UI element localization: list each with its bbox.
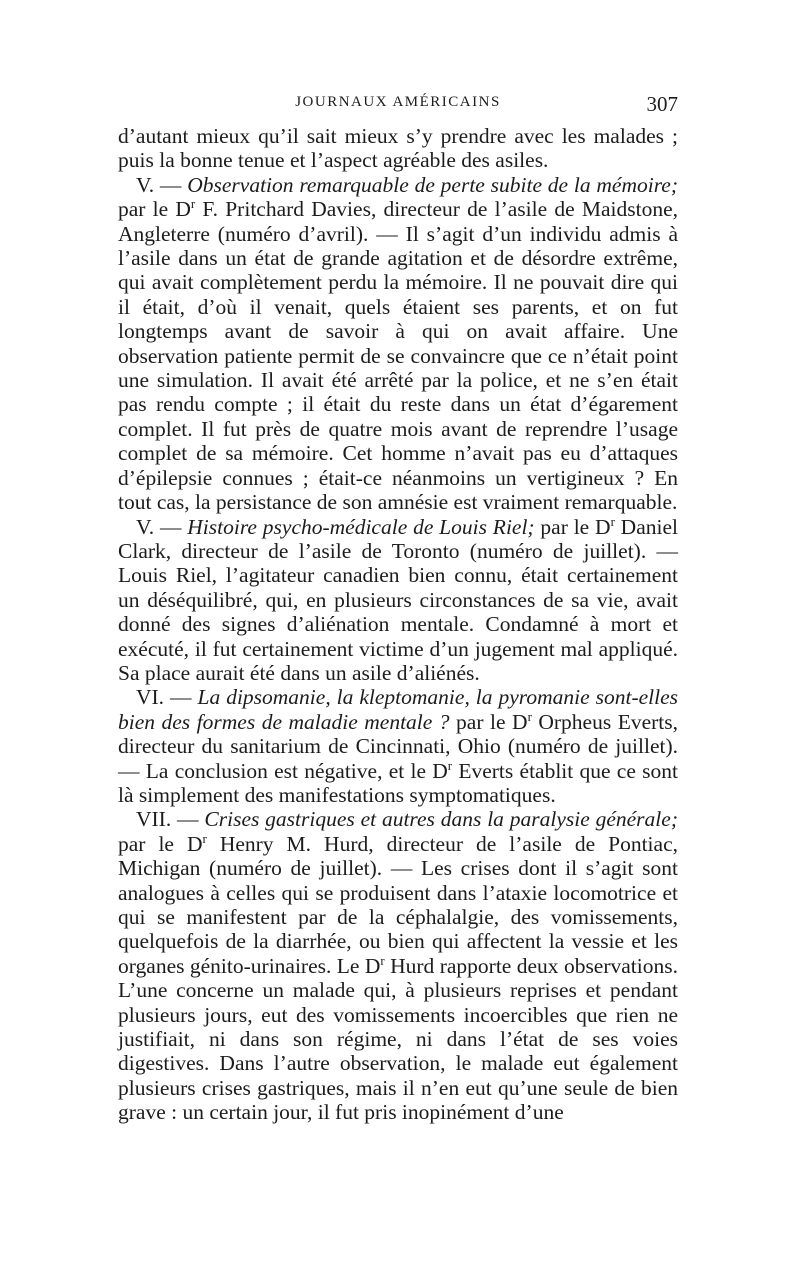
italic-title: Crises gastriques et autres dans la paralysie générale; [204,807,678,832]
text-run: VII. — [136,807,205,832]
text-run: Daniel Clark, directeur de l’asile de Toronto (numéro de juillet). — Louis Riel, l’agitateur canadien bien connu, était certainement un déséquilibré, qui, en plusieurs circonstances de sa vie, avait donné des signes d’aliénation mentale. Condamné à mort et exécuté, il fut certainement victime d’un jugement mal appliqué. Sa place aurait été dans un asile d’aliénés. [118,514,678,685]
page-number: 307 [646,92,678,116]
text-run: d’autant mieux qu’il sait mieux s’y prendre avec les malades ; puis la bonne tenue et l’aspect agréable des asiles. [118,124,678,173]
italic-title: Histoire psycho-médicale de Louis Riel; [187,514,535,539]
superscript: r [610,514,615,529]
text-run: par le D [449,709,528,734]
page-header [118,92,678,114]
running-title: JOURNAUX AMÉRICAINS [295,94,501,110]
italic-title: La dipsomanie, la kleptomanie, la pyromanie sont-elles bien des formes de maladie mentale ? [118,685,679,734]
text-run: Henry M. Hurd, directeur de l’asile de Pontiac, Michigan (numéro de juillet). — Les crises dont il s’agit sont analogues à celles qui se produisent dans l’ataxie locomotrice et qui se manifestent par de la céphalalgie, des vomissements, quelquefois de la diarrhée, ou bien qui affectent la vessie et les organes génito-urinaires. Le D [118,831,678,978]
text-run: par le D [118,831,203,856]
paragraph-continuation [118,124,678,173]
paragraph-item-vii-gastric-crises [118,807,678,1124]
text-run: F. Pritchard Davies, directeur de l’asile de Maidstone, Angleterre (numéro d’avril). — Il s’agit d’un individu admis à l’asile dans un état de grande agitation et de désordre extrême, qui avait complètement perdu la mémoire. Il ne pouvait dire qui il était, d’où il venait, quels étaient ses parents, et on fut longtemps avant de savoir à qui on avait affaire. Une observation patiente permit de se convaincre que ce n’était point une simulation. Il avait été arrêté par la police, et ne s’en était pas rendu compte ; il était du reste dans un état d’égarement complet. Il fut près de quatre mois avant de reprendre l’usage complet de sa mémoire. Cet homme n’avait pas eu d’attaques d’épilepsie connues ; était-ce néanmoins un vertigineux ? En tout cas, la persistance de son amnésie est vraiment remarquable. [118,197,678,515]
text-run: par le D [118,197,191,222]
superscript: r [202,831,207,846]
text-run: Hurd rapporte deux observations. L’une concerne un malade qui, à plusieurs reprises et pendant plusieurs jours, eut des vomissements incoercibles que rien ne justifiait, ni dans son régime, ni dans l’état de ses voies digestives. Dans l’autre observation, le malade eut également plusieurs crises gastriques, mais il n’en eut qu’une seule de bien grave : un certain jour, il fut pris inopinément d’une [118,953,678,1125]
text-run: V. — [136,172,188,197]
superscript: r [190,197,196,212]
superscript: r [527,709,532,724]
text-run: V. — [136,514,188,539]
paragraph-item-v-louis-riel [118,515,678,686]
paragraph-item-v-memory-loss [118,173,678,515]
body-text [118,124,678,1125]
italic-title: Observation remarquable de perte subite de la mémoire; [187,172,678,197]
text-run: par le D [534,514,611,539]
superscript: r [380,953,385,968]
text-run: Orpheus Everts, directeur du sanitarium de Cincinnati, Ohio (numéro de juillet). — La conclusion est négative, et le D [118,709,679,783]
paragraph-item-vi-dipsomania [118,685,678,807]
superscript: r [447,758,453,773]
text-run: VI. — [136,685,198,710]
text-run: Everts établit que ce sont là simplement des manifestations symptomatiques. [118,758,678,807]
